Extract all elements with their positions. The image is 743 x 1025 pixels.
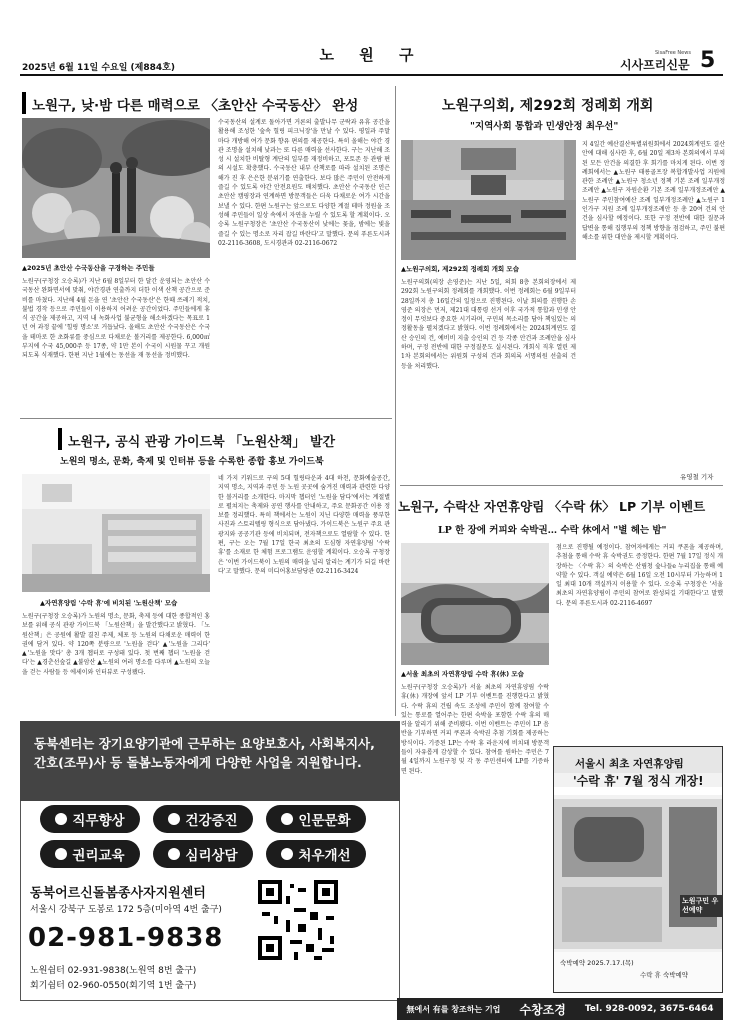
article2-subtitle: "지역사회 통합과 민생안정 최우선" xyxy=(470,121,619,132)
article3-subtitle: 노원의 명소, 문화, 축제 및 인터뷰 등을 수록한 종합 홍보 가이드북 xyxy=(60,457,324,467)
article2-title: 노원구의회, 제292회 정례회 개회 xyxy=(442,98,654,114)
resort-ad-title: '수락 휴' 7월 정식 개장! xyxy=(573,774,704,788)
sponsor-slogan: 無에서 有를 창조하는 기업 xyxy=(406,1004,501,1014)
section-title: 노 원 구 xyxy=(319,46,424,64)
article3-body-left: 노원구(구청장 오승록)가 노원의 명소, 문화, 축제 등에 대한 종합적인 홍보를 위해 공식 관광 가이드북 「노원산책」을 발간했다고 밝혔다. 「노원산책」은 공원에 활발 결친 주제, 체포 등 노원의 다채로운 매력이 한 권에 담겨 있다. 약 120쪽 분량으로 '노원을 걷다' ▲'노원을 그리다' ▲'노원을 맛다' 총 3개 챕터로 구성돼 있다. 첫 번째 챕터 '노원을 걷다'는 ▲경춘선숲길 ▲불암산 ▲노원의 여러 명소를 다루며 ▲노원의 오늘을 걷는 사람들 등 에세이와 인터뷰로 구성됐다. xyxy=(22,613,210,676)
badge-label: 권리교육 xyxy=(72,848,125,864)
care-center-address: 서울시 강북구 도봉로 172 5층(미아역 4번 출구) xyxy=(30,905,222,915)
article4-title: 노원구, 수락산 자연휴양림 〈수락 休〉 LP 기부 이벤트 xyxy=(398,499,706,514)
article3-title: 노원구, 공식 관광 가이드북 「노원산책」 발간 xyxy=(68,435,336,450)
badge-label: 건강증진 xyxy=(185,813,238,829)
article2-photo xyxy=(401,140,576,260)
badge-counseling xyxy=(153,840,253,868)
article4-subtitle: LP 한 장에 커피와 숙박권… 수락 休에서 "별 헤는 밤" xyxy=(438,525,667,536)
issue-date: 2025년 6월 11일 수요일 (제884호) xyxy=(22,63,175,73)
check-icon xyxy=(281,813,293,825)
article4-body-right: 점으로 진행될 예정이다. 참여자에게는 커피 쿠폰을 제공하며, 추첨을 통해 수락 휴 숙박권도 증정한다. 한편 7월 17일 정식 개장하는 〈수락 휴〉의 숙박은 산림청 숲나들e 누리집을 통해 예약할 수 있다. 객실 예약은 6월 16일 오전 10시부터 가능하며 1일 최대 10개 객실까지 이용할 수 있다. 오승록 구청장은 '서울 최초의 자연휴양림이 주민의 참여로 완성되길 기대한다'고 말했다. 문의 푸른도시과 02-2116-4697 xyxy=(556,544,723,607)
badge-label: 처우개선 xyxy=(298,848,351,864)
resort-ad-header: 서울시 최초 자연휴양림 xyxy=(575,758,684,770)
care-center-phone: 02-981-9838 xyxy=(28,923,224,953)
care-ad-headline: 동북센터는 장기요양기관에 근무하는 요양보호사, 사회복지사, 간호(조무)사 등 돌봄노동자에게 다양한 사업을 지원합니다. xyxy=(34,736,375,770)
article1-title: 노원구, 낮·밤 다른 매력으로 〈초안산 수국동산〉 완성 xyxy=(32,98,359,114)
care-center-name: 동북어르신돌봄종사자지원센터 xyxy=(30,886,206,901)
column-divider xyxy=(395,86,396,716)
check-icon xyxy=(168,848,180,860)
check-icon xyxy=(281,848,293,860)
article3-body-right: 네 가지 키워드로 구의 5대 힐링타운과 4대 하천, 문화예술공간, 지역 명소, 지역과 주민 등 노원 곳곳에 숨겨진 매력과 관련한 다양한 볼거리를 소개한다. 마지막 챕터인 '노원을 담다'에서는 계절별로 펼쳐지는 축제와 공연 행사를 안내하고, 주요 문화공간 이용 정보를 정리했다. 특히 책에서는 노원이 지닌 다양한 매력을 풍부한 사진과 스토리텔링 형식으로 담아냈다. 가이드북은 노원구 주요 관광지와 공공기관 등에 비치되며, 전자책으로도 열람할 수 있다. 한편, 구는 오는 7월 17일 한국 최초의 도심형 자연휴양림 '수락 휴'를 소재로 한 체험 프로그램도 운영할 계획이다. 오승록 구청장은 '이번 가이드북이 노원의 매력을 널리 알리는 계기가 되길 바란다'고 말했다. 문의 미디어홍보담당관 02-2116-3424 xyxy=(218,475,390,575)
headline-marker xyxy=(22,92,26,114)
check-icon xyxy=(168,813,180,825)
article1-body-left: 노원구(구청장 오승록)가 지난 6월 8일부터 한 달간 운영되는 초안산 수국동산 완화면서에 맞춰, 야간경관 연출까지 더한 이색 산책 공간으로 준비를 마쳤다. 지난해 4월 돈을 연 '초안산 수국동산'은 한때 쓰레기 적치, 불법 경작 등으로 주민들이 이용하지 어려운 공간이었다. 주민들에게 휴식 공간을 제공하고, 지역 내 녹화사업 불균형을 해소하겠다는 목표로 1년 여 과정 끝에 '힐링 명소'로 거듭났다. 올해도 초안산 수국동산은 수국을 테마로 한 초화류를 중심으로 다채로운 볼거리를 제공한다. 6,000㎡ 부지에 수국 45,000주 등 17종, 약 1만 본이 수국이 시원물 꾸고 개원되도록 식재했다. 한편 지난 1월에는 동선을 재 동선을 정비했다. xyxy=(22,278,210,360)
badge-welfare xyxy=(266,840,366,868)
article4-caption: ▲서울 최초의 자연휴양림 수락 휴(休) 모습 xyxy=(401,670,524,678)
section-divider xyxy=(400,485,723,486)
resort-ad-footer2: 수락 휴 숙박예약 xyxy=(640,971,689,979)
badge-label: 심리상담 xyxy=(185,848,238,864)
page-number: 5 xyxy=(700,48,716,73)
badge-rights xyxy=(40,840,140,868)
badge-health xyxy=(153,805,253,833)
resort-ad-footer1: 숙박예약 2025.7.17.(목) xyxy=(560,959,634,967)
header-rule xyxy=(20,74,723,76)
article2-body-left: 노원구의회(의장 손영준)는 지난 5일, 의회 8층 본회의장에서 제292회 노원구의회 정례회를 개회했다. 이번 정례회는 6월 9일부터 28일까지 총 16일간의 일정으로 진행된다. 이날 회의를 진행한 손영준 의장은 먼저, 제21대 대통령 선거 이후 국가적 통합과 민생 안정이 무엇보다 중요한 시기라며, 구민의 목소리를 담아 책임있는 의정활동을 펼치겠다고 밝혔다. 이번 정례회에서는 2024회계연도 결산 승인의 건, 예비비 지출 승인의 건 등 각종 안건과 조례안을 심사하며, 구정 전반에 대한 구정질문도 실시된다. 개회식 직후 열린 제1차 본회의에서는 위원회 구성의 건과 회의록 서명의원 선출의 건 등을 처리했다. xyxy=(401,279,576,370)
article1-caption: ▲2025년 초안산 수국동산을 구경하는 주민들 xyxy=(22,264,155,272)
resort-ad-side: 노원구민 우선예약 xyxy=(680,895,722,917)
sponsor-phone: Tel. 928-0092, 3675-6464 xyxy=(584,1004,714,1014)
qr-code[interactable] xyxy=(258,880,338,960)
badge-label: 직무향상 xyxy=(72,813,125,829)
article1-photo xyxy=(22,118,210,258)
headline-marker xyxy=(58,428,62,450)
article4-photo xyxy=(401,543,549,665)
newspaper-logo: 시사프리신문 xyxy=(620,58,690,72)
article2-body-right: 지 4일간 예산결산특별위원회에서 2024회계연도 결산안에 대해 심사한 후, 6월 20일 제3차 본회의에서 부의된 모든 안건을 의결한 후 회기를 마치게 된다. 이번 정례회에서는 ▲노원구 태릉골프장 복합개발사업 지원에 관한 조례안 ▲노원구 청소년 정책 기본 조례 일부개정조례안 ▲노원구 자원순환 기본 조례 일부개정조례안 ▲노원구 주민참여예산 조례 일부개정조례안 ▲노원구 1인가구 지원 조례 일부개정조례안 등 총 20여 건의 안건을 심사할 예정이다. 또한 구정 전반에 대한 질문과 답변을 통해 집행부의 정책 방향을 점검하고, 주민 불편 해소를 위한 대안을 제시할 계획이다. xyxy=(582,141,725,241)
section-divider xyxy=(20,418,392,419)
badge-humanities xyxy=(266,805,366,833)
article2-byline: 유영철 기자 xyxy=(680,473,714,481)
article1-body-right: 수국동산의 설계로 돌아가면 거론의 출발나무 군락과 유휴 공간을 활용해 조성한 '숲속 힐링 피크닉장'을 만날 수 있다. 평일과 주말마다 개방해 여가 문화 향유 편의를 제공한다. 특히 올해는 야간 경관 조명을 설치해 낮과는 또 다른 매력을 선사한다. 구는 지난해 조성 시 설치한 비탈형 계단의 일부를 재정비하고, 포토존 등 관람 편의 시설도 확충했다. 수국동산 내부 산책로를 따라 설치된 조명은 해가 진 후 은은한 분위기를 연출한다. 보다 많은 주민이 안전하게 즐길 수 있도록 야간 안전요원도 배치했다. 초안산 수국동산 인근 초안산 캠핑장과 연계하면 방문객들은 더욱 다채로운 여가 시간을 보낼 수 있다. 한편 노원구는 앞으로도 다양한 계절 테마 정원을 조성해 주민들이 일상 속에서 자연을 누릴 수 있도록 할 계획이다. 오승록 노원구청장은 '초안산 수국동산이 낮에는 꽃을, 밤에는 빛을 즐길 수 있는 명소로 자리 잡길 바란다'고 말했다. 문의 푸른도시과 02-2116-3608, 도시경관과 02-2116-0672 xyxy=(218,119,390,247)
sponsor-band xyxy=(397,998,723,1020)
branch-hoegi: 회기쉼터 02-960-0550(회기역 1번 출구) xyxy=(30,981,197,991)
article3-photo xyxy=(22,474,210,592)
sponsor-company: 수창조경 xyxy=(519,1002,566,1017)
badge-job-skills xyxy=(40,805,140,833)
logo-subtitle: SisaFree News xyxy=(655,50,691,56)
article3-caption: ▲자연휴양림 '수락 휴'에 비치된 '노원산책' 모습 xyxy=(40,599,178,607)
article2-caption: ▲노원구의회, 제292회 정례회 개회 모습 xyxy=(401,265,519,273)
check-icon xyxy=(55,813,67,825)
branch-nowon: 노원쉼터 02-931-9838(노원역 8번 출구) xyxy=(30,966,197,976)
article4-body-left: 노원구(구청장 오승록)가 서울 최초의 자연휴양림 수락 휴(休) 개장에 앞서 LP 기부 이벤트를 진행한다고 밝혔다. 수락 휴의 건립 속도 조성에 주민이 함께 참여할 수 있는 통로를 열어주는 한편 숙박을 포함한 수락 휴의 매력을 알리기 위해 준비됐다. 이번 이벤트는 주민이 LP 음반을 기부하면 커피 쿠폰과 숙박권 추첨 기회를 제공하는 방식이다. 기증된 LP는 수락 휴 라운지에 비치돼 방문객들이 자유롭게 감상할 수 있다. 참여를 원하는 주민은 7월 4일까지 노원구청 및 각 동 주민센터에 LP를 기증하면 된다. xyxy=(401,684,549,775)
check-icon xyxy=(55,848,67,860)
badge-label: 인문문화 xyxy=(298,813,351,829)
